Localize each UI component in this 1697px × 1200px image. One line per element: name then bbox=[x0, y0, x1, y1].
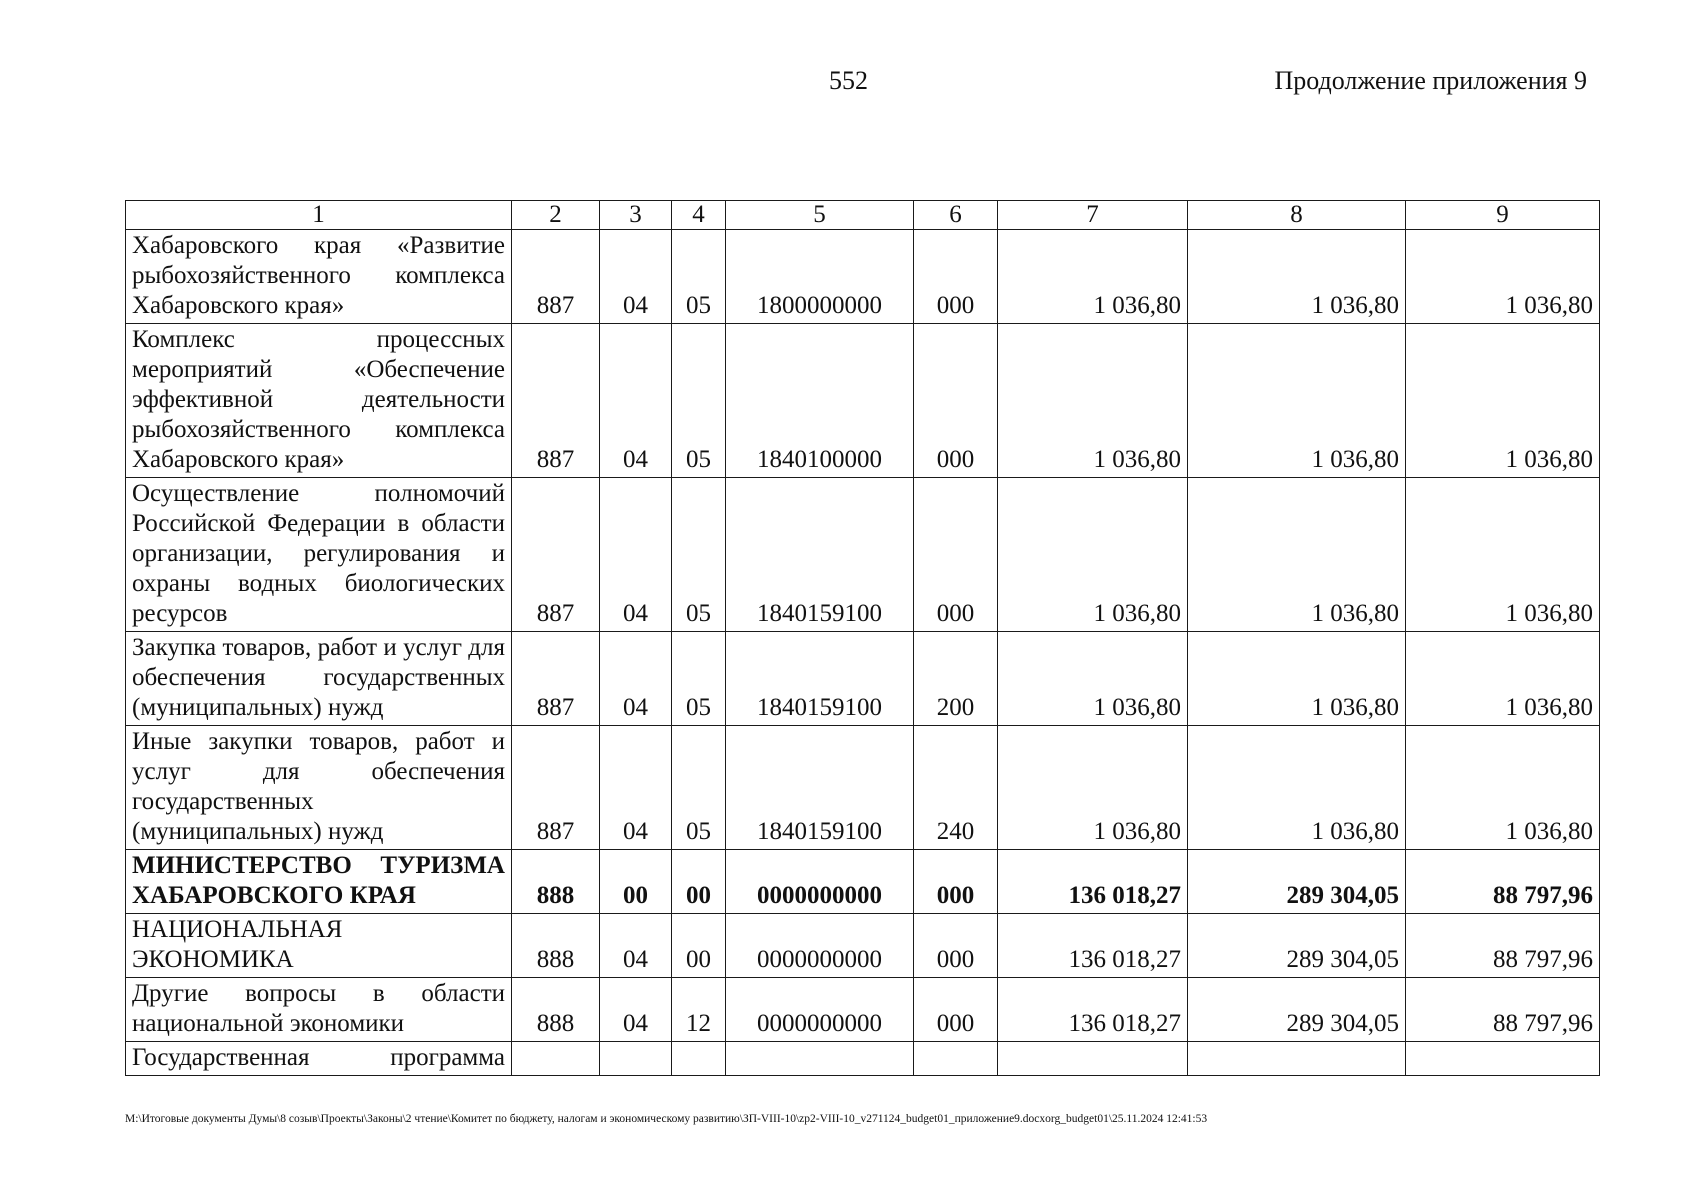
budget-table bbox=[125, 200, 1600, 1076]
subsection-code: 05 bbox=[672, 324, 726, 478]
row-name: Закупка товаров, работ и услуг для обеспечения государственных (муниципальных) нужд bbox=[126, 632, 512, 726]
amount-col-8: 289 304,05 bbox=[1188, 978, 1406, 1042]
subsection-code: 05 bbox=[672, 230, 726, 324]
amount-col-7: 1 036,80 bbox=[998, 726, 1188, 850]
amount-col-9 bbox=[1406, 1042, 1600, 1076]
amount-col-7: 136 018,27 bbox=[998, 978, 1188, 1042]
table-row bbox=[126, 978, 1600, 1042]
subsection-code bbox=[672, 1042, 726, 1076]
expense-type-code: 000 bbox=[914, 230, 998, 324]
row-name: Хабаровского края «Развитие рыбохозяйственного комплекса Хабаровского края» bbox=[126, 230, 512, 324]
ministry-code: 887 bbox=[512, 726, 600, 850]
section-code: 04 bbox=[600, 632, 672, 726]
section-code: 00 bbox=[600, 850, 672, 914]
amount-col-9: 1 036,80 bbox=[1406, 478, 1600, 632]
target-article-code: 1840159100 bbox=[726, 478, 914, 632]
subsection-code: 05 bbox=[672, 478, 726, 632]
amount-col-7: 1 036,80 bbox=[998, 632, 1188, 726]
target-article-code: 0000000000 bbox=[726, 850, 914, 914]
expense-type-code: 200 bbox=[914, 632, 998, 726]
amount-col-8: 1 036,80 bbox=[1188, 324, 1406, 478]
table-row bbox=[126, 914, 1600, 978]
expense-type-code: 000 bbox=[914, 978, 998, 1042]
file-path-footer: M:\Итоговые документы Думы\8 созыв\Проекты\Законы\2 чтение\Комитет по бюджету, налогам и экономическому развитию\ЗП-VIII-10\zp2-VIII-10_v271124_budget01_приложение9.docxorg_budget01\25.11.2024 12:41:53 bbox=[125, 1113, 1208, 1125]
subsection-code: 00 bbox=[672, 850, 726, 914]
table-row bbox=[126, 478, 1600, 632]
table-row bbox=[126, 632, 1600, 726]
column-header: 1 bbox=[126, 201, 512, 230]
section-code: 04 bbox=[600, 230, 672, 324]
ministry-code: 887 bbox=[512, 324, 600, 478]
row-name: Осуществление полномочий Российской Федерации в области организации, регулирования и охраны водных биологических ресурсов bbox=[126, 478, 512, 632]
amount-col-7: 1 036,80 bbox=[998, 230, 1188, 324]
amount-col-7: 136 018,27 bbox=[998, 850, 1188, 914]
expense-type-code: 000 bbox=[914, 850, 998, 914]
column-header: 6 bbox=[914, 201, 998, 230]
table-row-ministry-total bbox=[126, 850, 1600, 914]
row-name: МИНИСТЕРСТВО ТУРИЗМА ХАБАРОВСКОГО КРАЯ bbox=[126, 850, 512, 914]
amount-col-9: 1 036,80 bbox=[1406, 726, 1600, 850]
amount-col-8: 1 036,80 bbox=[1188, 230, 1406, 324]
table-row bbox=[126, 230, 1600, 324]
amount-col-7: 1 036,80 bbox=[998, 478, 1188, 632]
row-name: НАЦИОНАЛЬНАЯ ЭКОНОМИКА bbox=[126, 914, 512, 978]
section-code: 04 bbox=[600, 478, 672, 632]
amount-col-8: 1 036,80 bbox=[1188, 726, 1406, 850]
column-header: 4 bbox=[672, 201, 726, 230]
expense-type-code: 240 bbox=[914, 726, 998, 850]
ministry-code: 887 bbox=[512, 478, 600, 632]
amount-col-9: 88 797,96 bbox=[1406, 914, 1600, 978]
table-row bbox=[126, 1042, 1600, 1076]
subsection-code: 05 bbox=[672, 726, 726, 850]
section-code: 04 bbox=[600, 726, 672, 850]
amount-col-8: 1 036,80 bbox=[1188, 632, 1406, 726]
expense-type-code: 000 bbox=[914, 914, 998, 978]
row-name: Иные закупки товаров, работ и услуг для обеспечения государственных (муниципальных) нужд bbox=[126, 726, 512, 850]
ministry-code: 888 bbox=[512, 914, 600, 978]
table-header-row bbox=[126, 201, 1600, 230]
column-header: 9 bbox=[1406, 201, 1600, 230]
row-name: Государственная программа bbox=[126, 1042, 512, 1076]
expense-type-code: 000 bbox=[914, 324, 998, 478]
amount-col-8: 1 036,80 bbox=[1188, 478, 1406, 632]
amount-col-9: 1 036,80 bbox=[1406, 324, 1600, 478]
section-code bbox=[600, 1042, 672, 1076]
continuation-label: Продолжение приложения 9 bbox=[1274, 66, 1587, 95]
amount-col-8: 289 304,05 bbox=[1188, 850, 1406, 914]
ministry-code: 888 bbox=[512, 850, 600, 914]
subsection-code: 00 bbox=[672, 914, 726, 978]
column-header: 8 bbox=[1188, 201, 1406, 230]
table-row bbox=[126, 324, 1600, 478]
amount-col-7: 136 018,27 bbox=[998, 914, 1188, 978]
row-name: Комплекс процессных мероприятий «Обеспечение эффективной деятельности рыбохозяйственного комплекса Хабаровского края» bbox=[126, 324, 512, 478]
amount-col-9: 88 797,96 bbox=[1406, 850, 1600, 914]
target-article-code: 1840159100 bbox=[726, 726, 914, 850]
column-header: 3 bbox=[600, 201, 672, 230]
ministry-code: 888 bbox=[512, 978, 600, 1042]
target-article-code: 1840159100 bbox=[726, 632, 914, 726]
section-code: 04 bbox=[600, 914, 672, 978]
ministry-code bbox=[512, 1042, 600, 1076]
ministry-code: 887 bbox=[512, 230, 600, 324]
amount-col-8 bbox=[1188, 1042, 1406, 1076]
subsection-code: 12 bbox=[672, 978, 726, 1042]
row-name: Другие вопросы в области национальной экономики bbox=[126, 978, 512, 1042]
amount-col-7 bbox=[998, 1042, 1188, 1076]
amount-col-9: 88 797,96 bbox=[1406, 978, 1600, 1042]
table-row bbox=[126, 726, 1600, 850]
amount-col-9: 1 036,80 bbox=[1406, 632, 1600, 726]
expense-type-code: 000 bbox=[914, 478, 998, 632]
ministry-code: 887 bbox=[512, 632, 600, 726]
amount-col-8: 289 304,05 bbox=[1188, 914, 1406, 978]
amount-col-7: 1 036,80 bbox=[998, 324, 1188, 478]
subsection-code: 05 bbox=[672, 632, 726, 726]
expense-type-code bbox=[914, 1042, 998, 1076]
target-article-code: 0000000000 bbox=[726, 978, 914, 1042]
target-article-code: 1840100000 bbox=[726, 324, 914, 478]
section-code: 04 bbox=[600, 324, 672, 478]
column-header: 5 bbox=[726, 201, 914, 230]
column-header: 7 bbox=[998, 201, 1188, 230]
page-number: 552 bbox=[829, 66, 868, 95]
target-article-code: 1800000000 bbox=[726, 230, 914, 324]
target-article-code bbox=[726, 1042, 914, 1076]
amount-col-9: 1 036,80 bbox=[1406, 230, 1600, 324]
section-code: 04 bbox=[600, 978, 672, 1042]
column-header: 2 bbox=[512, 201, 600, 230]
target-article-code: 0000000000 bbox=[726, 914, 914, 978]
